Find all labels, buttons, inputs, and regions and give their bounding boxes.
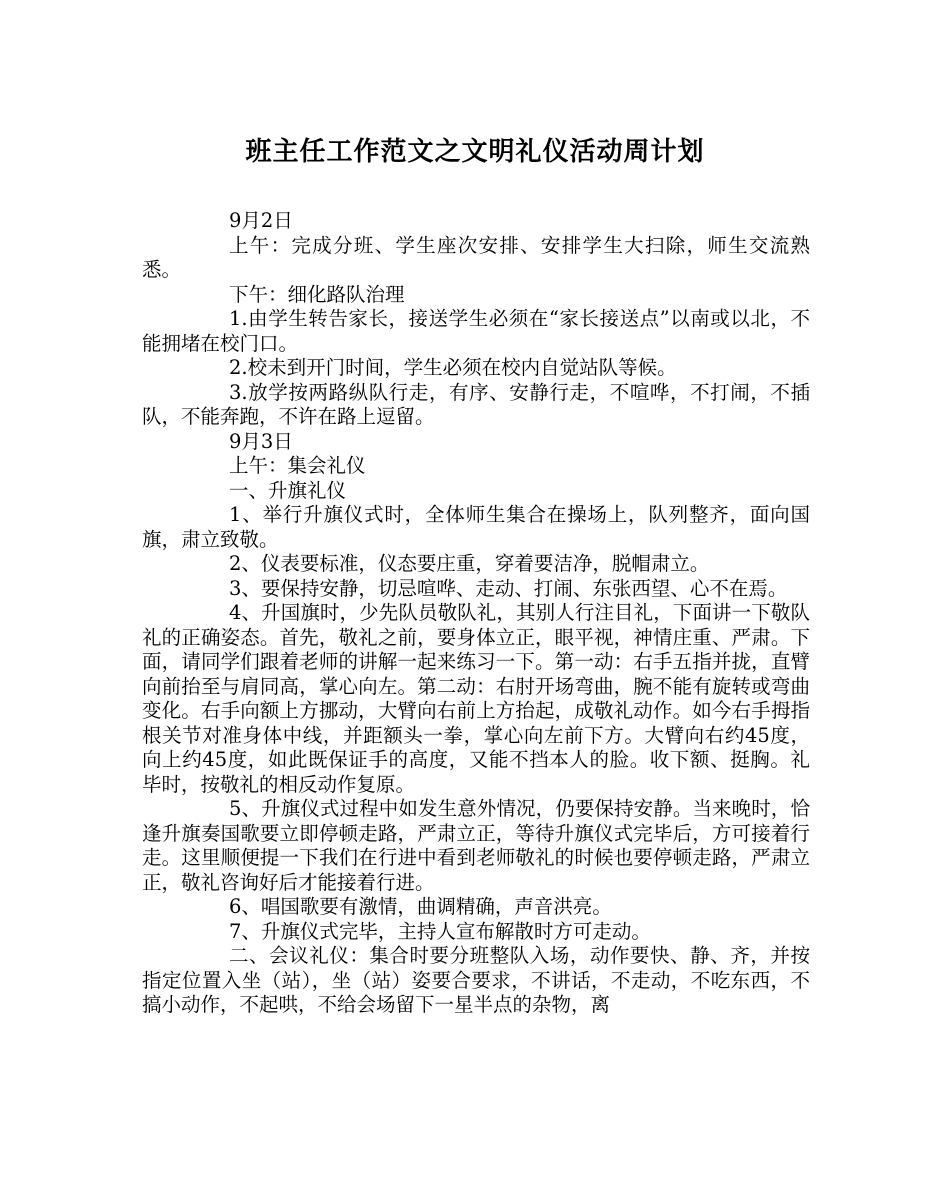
- paragraph-flag-rule-5: 5、升旗仪式过程中如发生意外情况，仍要保持安静。当来晚时，恰逢升旗奏国歌要立即停顿走路，严肃立正，等待升旗仪式完毕后，方可接着行走。这里顺便提一下我们在行进中看到老师敬礼的时候也要停顿走路，严肃立正，敬礼咨询好后才能接着行进。: [142, 797, 810, 894]
- paragraph-item-1-pickup: 1.由学生转告家长，接送学生必须在“家长接送点”以南或以北，不能拥堵在校门口。: [142, 307, 810, 355]
- paragraph-flag-rule-3: 3、要保持安静，切忌喧哗、走动、打闹、东张西望、心不在焉。: [229, 576, 788, 600]
- paragraph-flag-rule-4: 4、升国旗时，少先队员敬队礼，其别人行注目礼，下面讲一下敬队礼的正确姿态。首先，敬礼之前，要身体立正，眼平视，神情庄重、严肃。下面，请同学们跟着老师的讲解一起来练习一下。第一动：右手五指并拢，直臂向前抬至与肩同高，掌心向左。第二动：右肘开场弯曲，腕不能有旋转或弯曲变化。右手向额上方挪动，大臂向右前上方抬起，成敬礼动作。如今右手拇指根关节对准身体中线，并距额头一拳，掌心向左前下方。大臂向右约45度，向上约45度，如此既保证手的高度，又能不挡本人的脸。收下额、挺胸。礼毕时，按敬礼的相反动作复原。: [142, 601, 810, 796]
- paragraph-flag-rule-6: 6、唱国歌要有激情，曲调精确，声音洪亮。: [229, 895, 612, 918]
- paragraph-flag-rule-7: 7、升旗仪式完毕，主持人宣布解散时方可走动。: [229, 919, 651, 943]
- paragraph-item-2-waiting: 2.校未到开门时间，学生必须在校内自觉站队等候。: [229, 356, 677, 379]
- paragraph-morning-class-arrangement: 上午：完成分班、学生座次安排、安排学生大扫除，师生交流熟悉。: [142, 233, 810, 281]
- section-heading-flag-raising: 一、升旗礼仪: [229, 478, 347, 502]
- paragraph-item-3-dismissal: 3.放学按两路纵队行走，有序、安静行走，不喧哗，不打闹，不插队，不能奔跑，不许在路上逗留。: [142, 380, 810, 428]
- paragraph-date-sep-3: 9月3日: [229, 429, 293, 453]
- paragraph-flag-rule-2: 2、仪表要标准，仪态要庄重，穿着要洁净，脱帽肃立。: [229, 552, 710, 575]
- paragraph-afternoon-route-management: 下午：细化路队治理: [229, 282, 405, 306]
- paragraph-meeting-etiquette: 二、会议礼仪：集合时要分班整队入场，动作要快、静、齐，并按指定位置入坐（站），坐（站）姿要合要求，不讲话，不走动，不吃东西，不搞小动作，不起哄，不给会场留下一星半点的杂物，离: [142, 944, 810, 1016]
- paragraph-date-sep-2: 9月2日: [229, 209, 293, 232]
- document-title: 班主任工作范文之文明礼仪活动周计划: [245, 137, 705, 167]
- paragraph-flag-rule-1: 1、举行升旗仪式时，全体师生集合在操场上，队列整齐，面向国旗，肃立致敬。: [142, 503, 810, 551]
- paragraph-morning-assembly: 上午：集会礼仪: [229, 454, 366, 477]
- document-body: [142, 209, 810, 1018]
